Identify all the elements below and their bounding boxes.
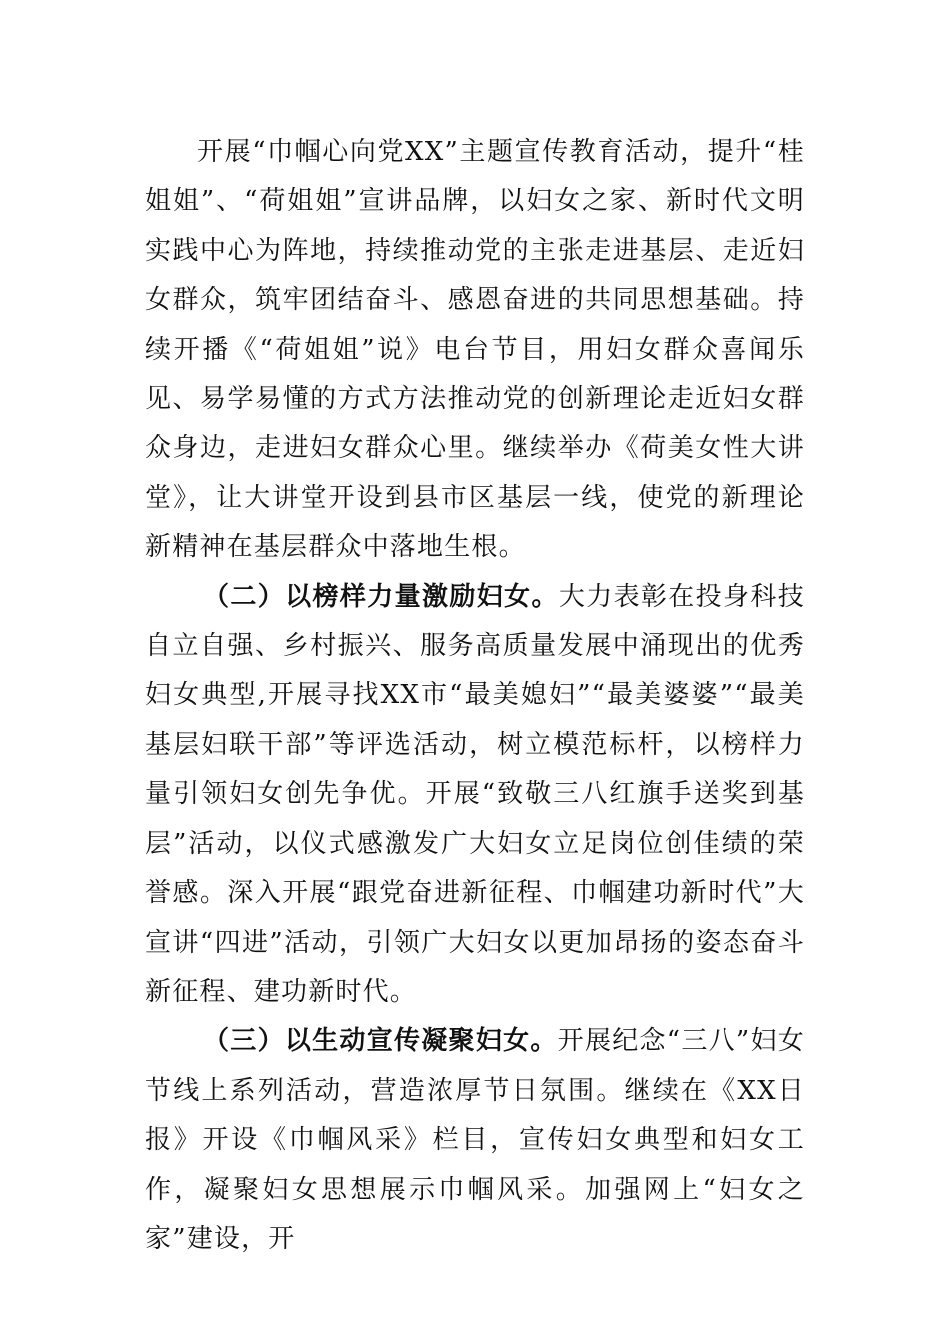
paragraph-2-text: 大力表彰在投身科技自立自强、乡村振兴、服务高质量发展中涌现出的优秀妇女典型,开展寻找XX市“最美媳妇”“最美婆婆”“最美基层妇联干部”等评选活动，树立模范标杆，以榜样力量引领妇女创先争优。开展“致敬三八红旗手送奖到基层”活动，以仪式感激发广大妇女立足岗位创佳绩的荣誉感。深入开展“跟党奋进新征程、巾帼建功新时代”大宣讲“四进”活动，引领广大妇女以更加昂扬的姿态奋斗新征程、建功新时代。 [145,581,805,1007]
paragraph-1 [145,128,805,573]
paragraph-1-text: 开展“巾帼心向党XX”主题宣传教育活动，提升“桂姐姐”、“荷姐姐”宣讲品牌，以妇女之家、新时代文明实践中心为阵地，持续推动党的主张走进基层、走近妇女群众，筑牢团结奋斗、感恩奋进的共同思想基础。持续开播《“荷姐姐”说》电台节目，用妇女群众喜闻乐见、易学易懂的方式方法推动党的创新理论走近妇女群众身边，走进妇女群众心里。继续举办《荷美女性大讲堂》，让大讲堂开设到县市区基层一线，使党的新理论新精神在基层群众中落地生根。 [145,137,805,563]
section-heading-2: （二）以榜样力量激励妇女。 [203,581,559,612]
paragraph-3 [145,1017,805,1264]
paragraph-2 [145,573,805,1018]
section-heading-3: （三）以生动宣传凝聚妇女。 [203,1026,558,1057]
document-body [145,128,805,1264]
paragraph-3-text: 开展纪念“三八”妇女节线上系列活动，营造浓厚节日氛围。继续在《XX日报》开设《巾帼风采》栏目，宣传妇女典型和妇女工作，凝聚妇女思想展示巾帼风采。加强网上“妇女之家”建设，开 [145,1026,805,1254]
